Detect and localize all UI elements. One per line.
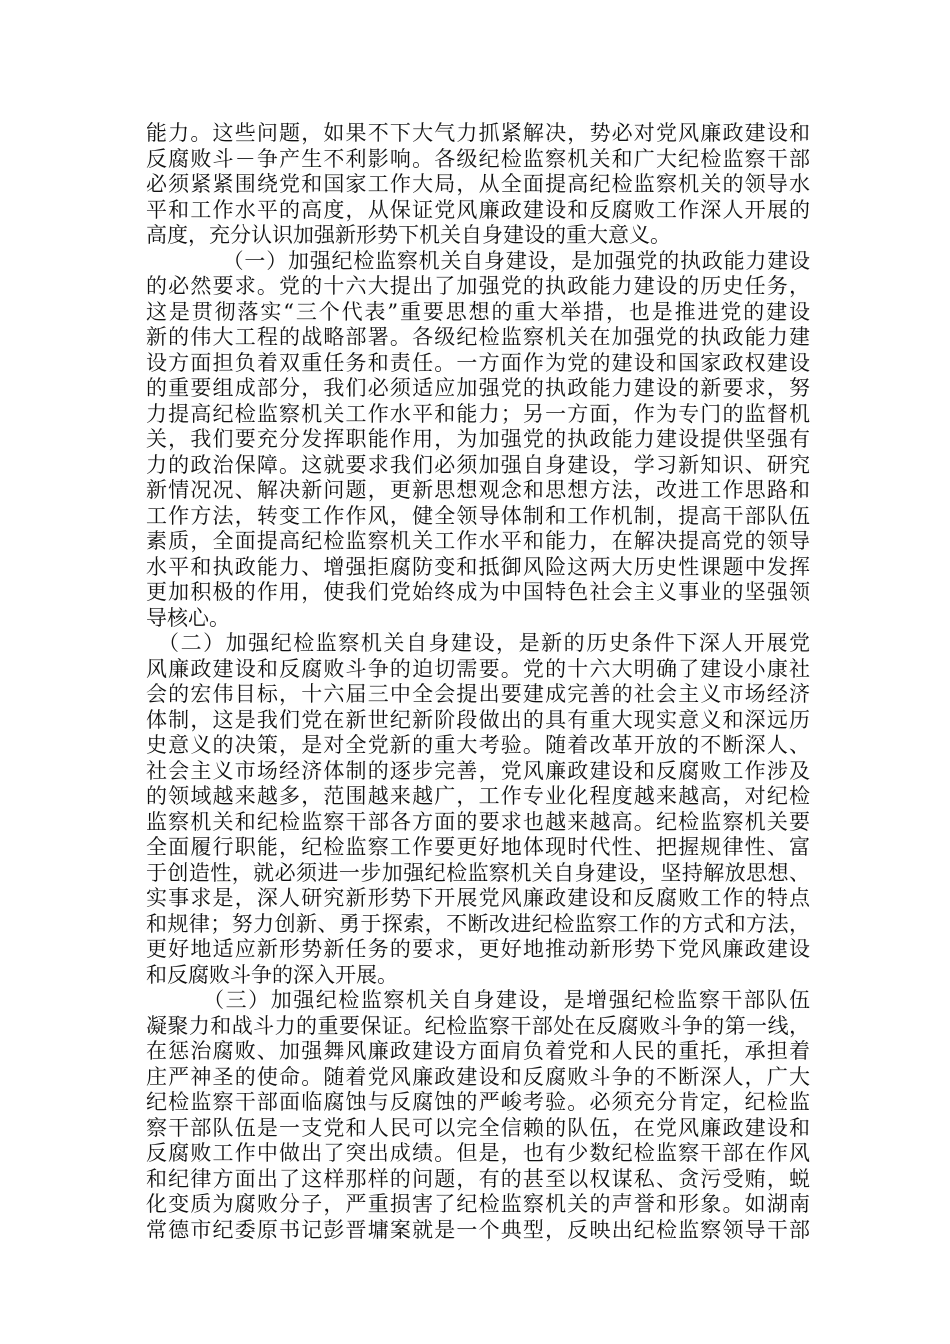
text-line: 力提高纪检监察机关工作水平和能力；另一方面，作为专门的监督机 xyxy=(146,401,810,426)
text-line: 水平和执政能力、增强拒腐防变和抵御风险这两大历史性课题中发挥 xyxy=(146,554,810,579)
text-line: 纪检监察干部面临腐蚀与反腐蚀的严峻考验。必须充分肯定，纪检监 xyxy=(146,1090,810,1114)
text-line: 风廉政建设和反腐败斗争的迫切需要。党的十六大明确了建设小康社 xyxy=(146,656,810,681)
text-line: 常德市纪委原书记彭晋墉案就是一个典型，反映出纪检监察领导干部 xyxy=(146,1217,810,1242)
text-line: 高度，充分认识加强新形势下机关自身建设的重大意义。 xyxy=(146,223,671,247)
text-line: 更好地适应新形势新任务的要求，更好地推动新形势下党风廉政建设 xyxy=(146,937,810,961)
text-line: （二）加强纪检监察机关自身建设，是新的历史条件下深人开展党 xyxy=(146,631,810,655)
text-line: 设方面担负着双重任务和责任。一方面作为党的建设和国家政权建设 xyxy=(146,350,810,375)
text-line: 这是贯彻落实“三个代表”重要思想的重大举措，也是推进党的建设 xyxy=(146,299,810,324)
text-line: 反腐败斗－争产生不利影响。各级纪检监察机关和广大纪检监察干部 xyxy=(146,146,810,171)
text-line: 实事求是，深人研究新形势下开展党风廉政建设和反腐败工作的特点 xyxy=(146,886,810,910)
text-line: 新的伟大工程的战略部署。各级纪检监察机关在加强党的执政能力建 xyxy=(146,325,810,349)
text-line: 体制，这是我们党在新世纪新阶段做出的具有重大现实意义和深远历 xyxy=(146,707,810,732)
text-line: （一）加强纪检监察机关自身建设，是加强党的执政能力建设 xyxy=(146,248,810,273)
document-body xyxy=(146,121,810,1243)
text-line: 力的政治保障。这就要求我们必须加强自身建设，学习新知识、研究 xyxy=(146,452,810,477)
text-line: 素质，全面提高纪检监察机关工作水平和能力，在解决提高党的领导 xyxy=(146,529,810,553)
text-line: 和规律；努力创新、勇于探索，不断改进纪检监察工作的方式和方法， xyxy=(146,911,810,936)
text-line: 更加积极的作用，使我们党始终成为中国特色社会主义事业的坚强领 xyxy=(146,580,810,604)
text-line: 和纪律方面出了这样那样的问题，有的甚至以权谋私、贪污受贿，蜕 xyxy=(146,1166,810,1191)
text-line: 的领域越来越多，范围越来越广，工作专业化程度越来越高，对纪检 xyxy=(146,784,810,808)
text-line: 监察机关和纪检监察干部各方面的要求也越来越高。纪检监察机关要 xyxy=(146,809,810,834)
text-line: 平和工作水平的高度，从保证党风廉政建设和反腐败工作深人开展的 xyxy=(146,197,810,222)
text-line: 关，我们要充分发挥职能作用，为加强党的执政能力建设提供坚强有 xyxy=(146,427,810,451)
text-line: 必须紧紧围绕党和国家工作大局，从全面提高纪检监察机关的领导水 xyxy=(146,172,810,196)
text-line: 反腐败工作中做出了突出成绩。但是，也有少数纪检监察干部在作风 xyxy=(146,1141,810,1165)
text-line: 在惩治腐败、加强舞风廉政建设方面肩负着党和人民的重托，承担着 xyxy=(146,1039,810,1063)
text-line: 察干部队伍是一支党和人民可以完全信赖的队伍，在党风廉政建设和 xyxy=(146,1115,810,1140)
text-line: 于创造性，就必须进一步加强纪检监察机关自身建设，坚持解放思想、 xyxy=(146,860,810,885)
text-line: 庄严神圣的使命。随着党风廉政建设和反腐败斗争的不断深人，广大 xyxy=(146,1064,810,1089)
text-line: 化变质为腐败分子，严重损害了纪检监察机关的声誉和形象。如湖南 xyxy=(146,1192,810,1216)
text-line: 新情况况、解决新问题，更新思想观念和思想方法，改进工作思路和 xyxy=(146,478,810,502)
text-line: 史意义的决策，是对全党新的重大考验。随着改革开放的不断深人、 xyxy=(146,733,810,757)
text-line: 和反腐败斗争的深入开展。 xyxy=(146,962,398,987)
text-line: 能力。这些问题，如果不下大气力抓紧解决，势必对党风廉政建设和 xyxy=(146,121,810,145)
text-line: 的重要组成部分，我们必须适应加强党的执政能力建设的新要求，努 xyxy=(146,376,810,400)
text-line: 凝聚力和战斗力的重要保证。纪检监察干部处在反腐败斗争的第一线， xyxy=(146,1013,810,1038)
text-line: 的必然要求。党的十六大提出了加强党的执政能力建设的历史任务， xyxy=(146,274,810,298)
text-line: 全面履行职能，纪检监察工作要更好地体现时代性、把握规律性、富 xyxy=(146,835,810,859)
text-line: 会的宏伟目标，十六届三中全会提出要建成完善的社会主义市场经济 xyxy=(146,682,810,706)
text-line: 导核心。 xyxy=(146,605,230,630)
text-line: 工作方法，转变工作作风，健全领导体制和工作机制，提高干部队伍 xyxy=(146,503,810,528)
text-line: （三）加强纪检监察机关自身建设，是增强纪检监察干部队伍 xyxy=(146,988,810,1012)
text-line: 社会主义市场经济体制的逐步完善，党风廉政建设和反腐败工作涉及 xyxy=(146,758,810,783)
